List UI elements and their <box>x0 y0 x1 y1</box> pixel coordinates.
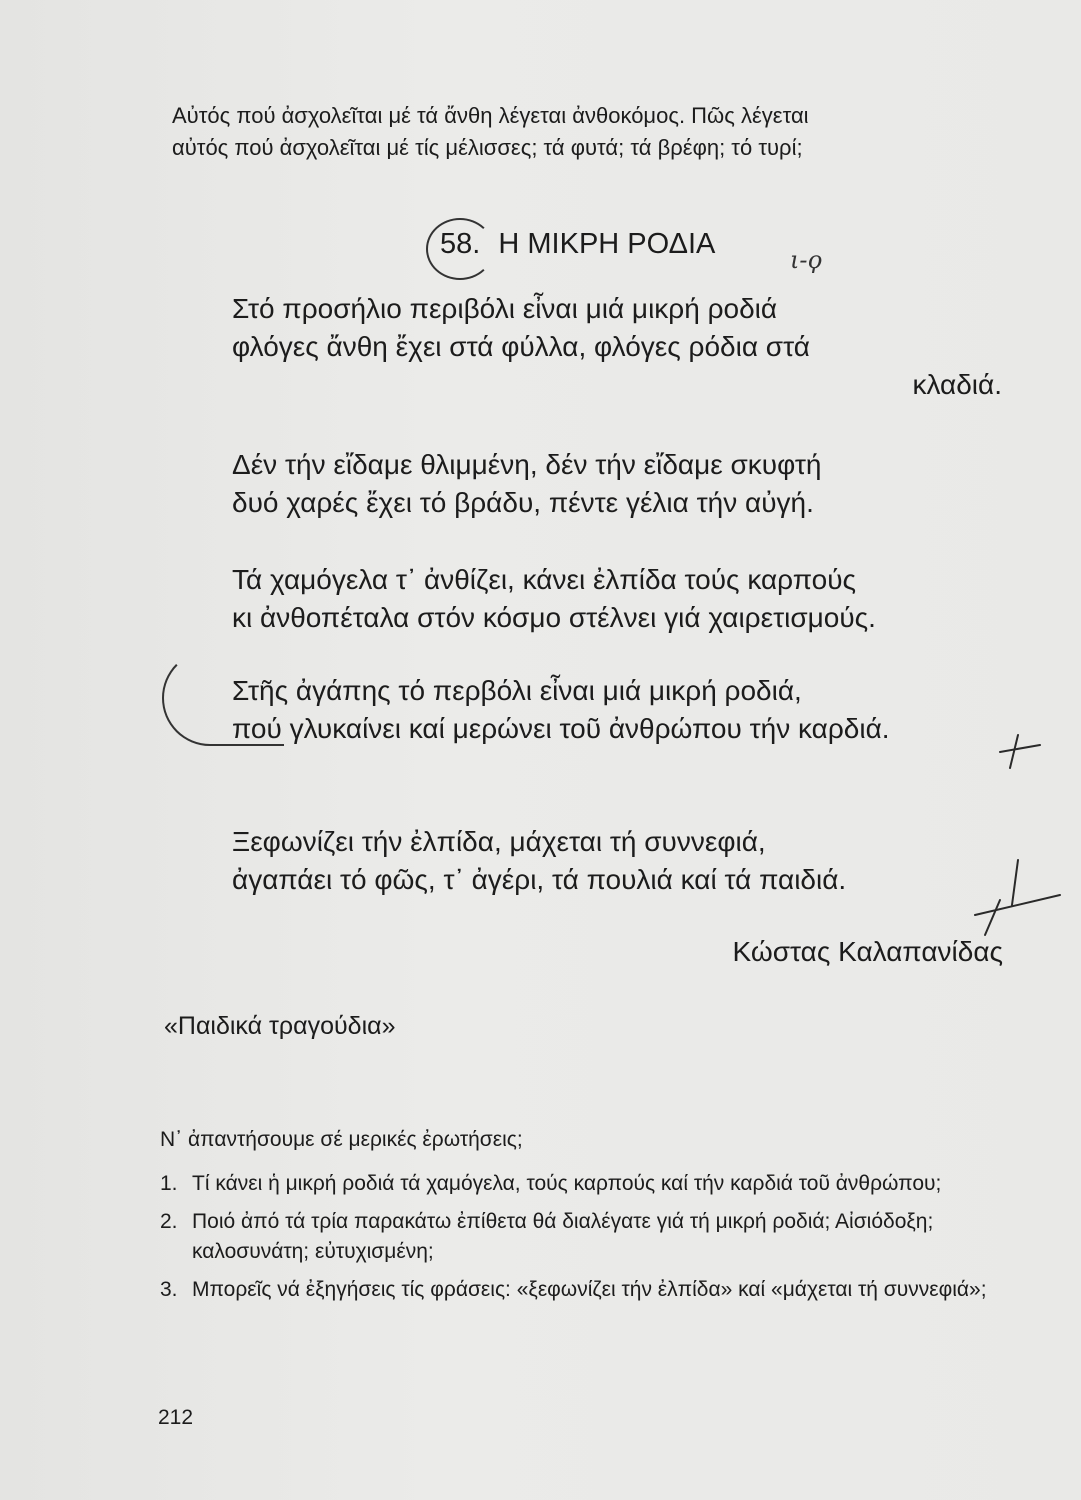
pen-tick-mark <box>1012 860 1018 905</box>
intro-line-2: αὐτός πού ἀσχολεῖται μέ τίς μέλισσες; τά φυτά; τά βρέφη; τό τυρί; <box>172 135 803 160</box>
lesson-number: 58. <box>440 228 481 260</box>
question-number: 2. <box>160 1210 178 1233</box>
poem-line: δυό χαρές ἔχει τό βράδυ, πέντε γέλια τήν αὐγή. <box>232 487 814 518</box>
pen-tick-mark <box>1000 745 1040 752</box>
poem-line: Ξεφωνίζει τήν ἐλπίδα, μάχεται τή συννεφιά, <box>232 826 766 857</box>
pen-tick-mark <box>975 895 1060 915</box>
question-number: 1. <box>160 1172 178 1195</box>
poem-line: κι ἀνθοπέταλα στόν κόσμο στέλνει γιά χαιρετισμούς. <box>232 602 876 633</box>
pen-tick-mark <box>985 900 1000 935</box>
handwritten-note: ι-ϙ <box>790 246 822 274</box>
intro-line-1: Αὐτός πού ἀσχολεῖται μέ τά ἄνθη λέγεται ἀνθοκόμος. Πῶς λέγεται <box>172 103 809 128</box>
question-text: Ποιό ἀπό τά τρία παρακάτω ἐπίθετα θά διαλέγατε γιά τή μικρή ροδιά; Αἰσιόδοξη; καλοσυνάτη; εὐτυχισμένη; <box>192 1210 934 1263</box>
question-text: Τί κάνει ἡ μικρή ροδιά τά χαμόγελα, τούς καρπούς καί τήν καρδιά τοῦ ἀνθρώπου; <box>192 1172 942 1195</box>
page-number: 212 <box>158 1406 194 1429</box>
pen-tick-mark <box>1010 735 1018 768</box>
lesson-title: Η ΜΙΚΡΗ ΡΟΔΙΑ <box>498 228 716 260</box>
poem-line: Στό προσήλιο περιβόλι εἶναι μιά μικρή ροδιά <box>232 293 778 324</box>
poem-line: πού γλυκαίνει καί μερώνει τοῦ ἀνθρώπου τήν καρδιά. <box>232 713 890 744</box>
question-text: Μπορεῖς νά ἐξηγήσεις τίς φράσεις: «ξεφωνίζει τήν ἐλπίδα» καί «μάχεται τή συννεφιά»; <box>192 1278 987 1301</box>
poem-line: κλαδιά. <box>912 369 1002 400</box>
poem-author: Κώστας Καλαπανίδας <box>732 936 1003 967</box>
poem-line: ἀγαπάει τό φῶς, τ᾽ ἀγέρι, τά πουλιά καί τά παιδιά. <box>232 864 847 895</box>
question-number: 3. <box>160 1278 178 1301</box>
poem-line: φλόγες ἄνθη ἔχει στά φύλλα, φλόγες ρόδια στά <box>232 331 810 362</box>
poem-line: Δέν τήν εἴδαμε θλιμμένη, δέν τήν εἴδαμε σκυφτή <box>232 449 822 480</box>
poem-source: «Παιδικά τραγούδια» <box>164 1012 396 1040</box>
poem-line: Τά χαμόγελα τ᾽ ἀνθίζει, κάνει ἐλπίδα τούς καρπούς <box>232 564 857 595</box>
poem-line: Στῆς ἀγάπης τό περβόλι εἶναι μιά μικρή ροδιά, <box>232 675 802 706</box>
questions-lead: Ν᾽ ἀπαντήσουμε σέ μερικές ἐρωτήσεις; <box>160 1128 523 1151</box>
